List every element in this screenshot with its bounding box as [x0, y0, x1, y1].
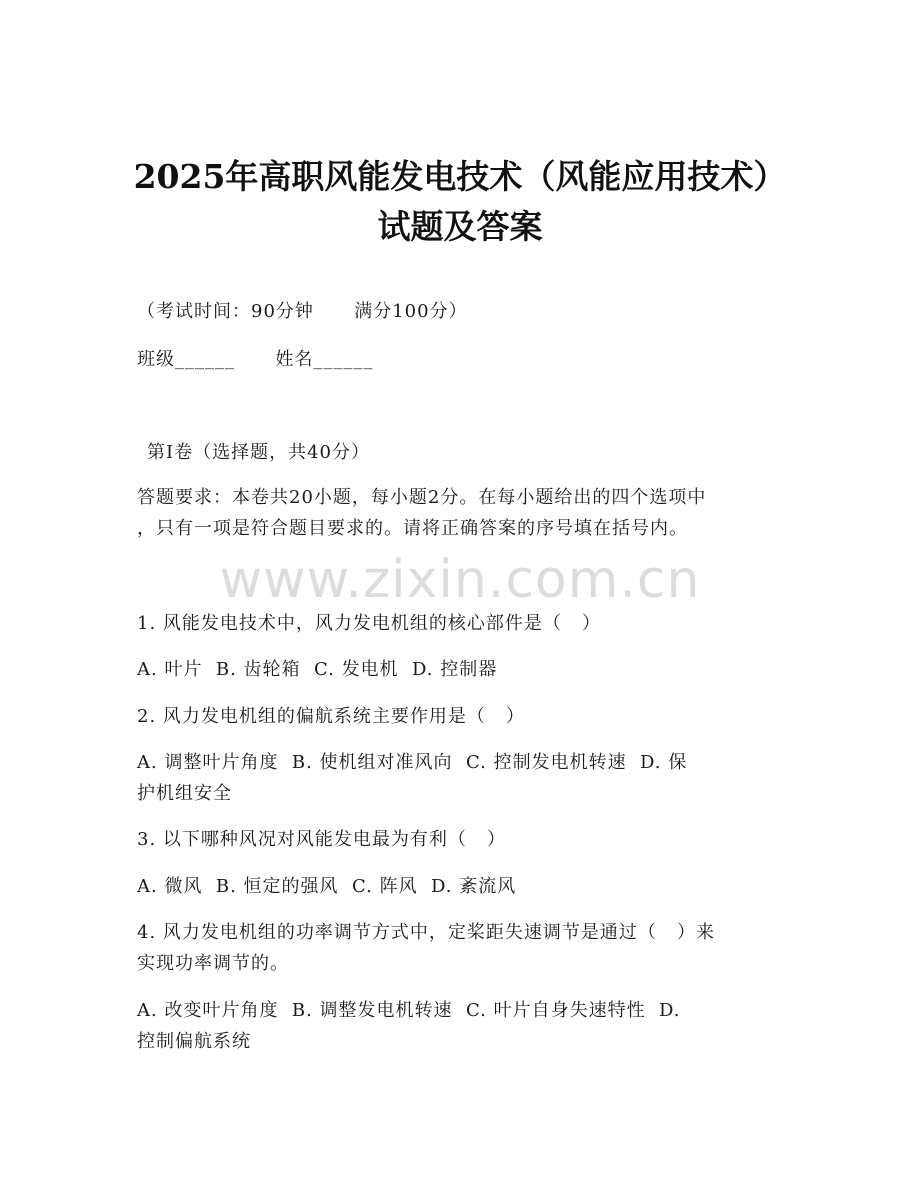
student-fields: 班级______ 姓名______ — [137, 349, 374, 370]
exam-title-line-1: 2025年高职风能发电技术（风能应用技术） — [133, 157, 787, 196]
question-1-stem: 1. 风能发电技术中，风力发电机组的核心部件是（ ） — [137, 613, 602, 634]
section-heading: 第I卷（选择题，共40分） — [147, 442, 371, 463]
question-4-options-line-2: 控制偏航系统 — [137, 1031, 251, 1052]
question-3-options: A. 微风 B. 恒定的强风 C. 阵风 D. 紊流风 — [137, 876, 517, 897]
question-2-stem: 2. 风力发电机组的偏航系统主要作用是（ ） — [137, 706, 526, 727]
instructions-line-2: ，只有一项是符合题目要求的。请将正确答案的序号填在括号内。 — [137, 518, 688, 539]
instructions-line-1: 答题要求：本卷共20小题，每小题2分。在每小题给出的四个选项中 — [137, 487, 707, 508]
question-1-options: A. 叶片 B. 齿轮箱 C. 发电机 D. 控制器 — [137, 659, 498, 680]
exam-info: （考试时间：90分钟 满分100分） — [137, 301, 468, 322]
question-4-stem-line-1: 4. 风力发电机组的功率调节方式中，定桨距失速调节是通过（ ）来 — [137, 922, 716, 943]
question-2-options-line-1: A. 调整叶片角度 B. 使机组对准风向 C. 控制发电机转速 D. 保 — [137, 752, 688, 773]
exam-title-line-2: 试题及答案 — [377, 207, 543, 246]
question-3-stem: 3. 以下哪种风况对风能发电最为有利（ ） — [137, 829, 507, 850]
question-4-stem-line-2: 实现功率调节的。 — [137, 953, 289, 974]
question-2-options-line-2: 护机组安全 — [137, 783, 232, 804]
watermark: www.zixin.com.cn — [219, 550, 701, 610]
question-4-options-line-1: A. 改变叶片角度 B. 调整发电机转速 C. 叶片自身失速特性 D. — [137, 1000, 681, 1021]
